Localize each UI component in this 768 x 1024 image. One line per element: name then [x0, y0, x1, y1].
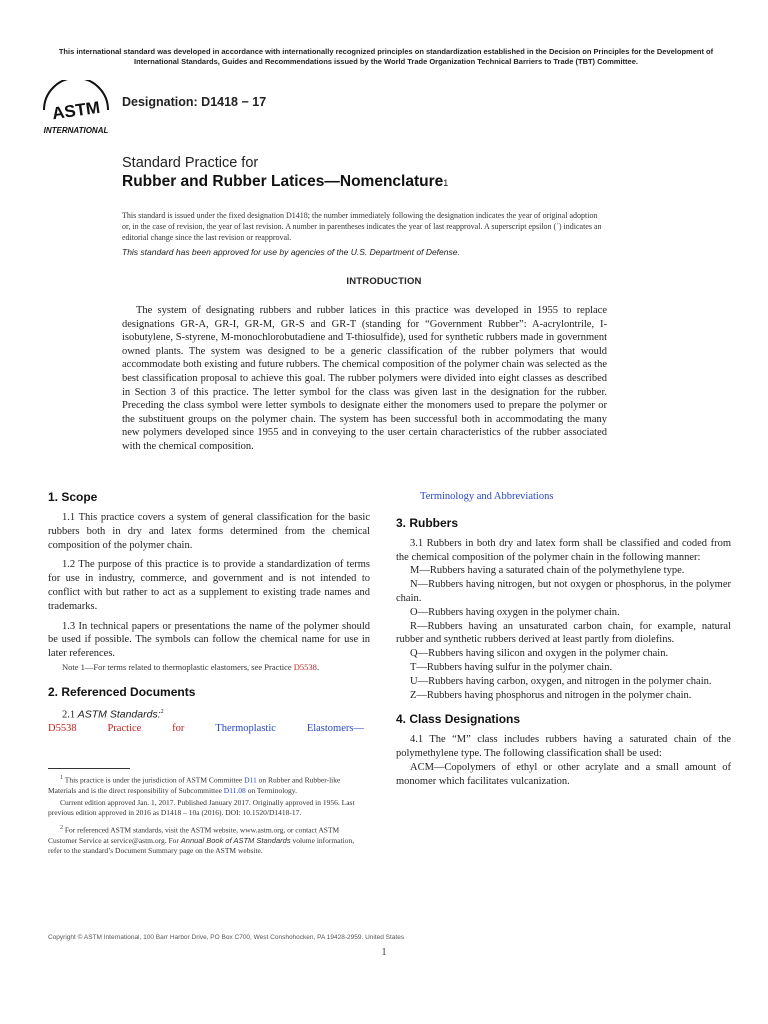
fn1-text-b: on Rubber and Rubber-like Materials and is the direct responsibility of Subcommittee — [48, 775, 341, 795]
fn2-text-b: volume information, refer to the standard’s Document Summary page on the ASTM website. — [48, 835, 355, 855]
d5538-word[interactable]: for — [172, 723, 185, 735]
fn1-text: This practice is under the jurisdiction of ASTM Committee — [64, 775, 243, 785]
class-designations-4-1: 4.1 The “M” class includes rubbers having a saturated chain of the polymethylene type. The following classification shall be used: — [396, 734, 731, 760]
d5538-word[interactable]: Thermoplastic — [215, 723, 276, 735]
note-suffix: . — [316, 661, 320, 672]
fn1-marker: 1 — [60, 775, 63, 781]
footnote-divider — [48, 768, 130, 769]
rubber-class-item: M—Rubbers having a saturated chain of the polymethylene type. — [410, 565, 685, 577]
d5538-link[interactable]: D5538 — [293, 661, 317, 672]
sub-label: ASTM Standards: — [77, 708, 161, 721]
scope-1-1: 1.1 This practice covers a system of general classification for the basic rubbers both in dry and latex forms determined from the chemical composition of the polymer chain. — [48, 512, 370, 551]
rubber-class-item: O—Rubbers having oxygen in the polymer chain. — [410, 606, 620, 618]
wto-notice: This international standard was developed in accordance with internationally recognized principles on standardization established in the Decision on Principles for the Development of International Standards, Guides and Recommendations issued by the World Trade Organization Technical Barriers to Trade (TBT) Committee. — [58, 47, 714, 66]
footnote-1 — [48, 773, 368, 797]
rubber-class-item: R—Rubbers having an unsaturated carbon chain, for example, natural rubber and synthetic rubbers derived at least partly from diolefins. — [396, 620, 731, 646]
d11-08-link[interactable]: D11.08 — [223, 786, 246, 795]
referenced-documents-heading: 2. Referenced Documents — [48, 684, 196, 699]
fn2-marker: 2 — [60, 824, 63, 831]
astm-logo-icon — [36, 80, 116, 138]
scope-note-1 — [48, 661, 370, 673]
logo-text: ASTM — [50, 97, 102, 124]
d5538-reference — [48, 722, 364, 736]
footnote-2 — [48, 823, 368, 857]
rubber-class-item: Z—Rubbers having phosphorus and nitrogen in the polymer chain. — [410, 689, 692, 701]
d5538-continuation[interactable]: Terminology and Abbreviations — [420, 491, 554, 502]
title-line1: Standard Practice for — [122, 155, 259, 171]
d11-link[interactable]: D11 — [244, 775, 257, 785]
rubber-class-item: U—Rubbers having carbon, oxygen, and nitrogen in the polymer chain. — [410, 675, 712, 687]
approval-note: This standard has been approved for use by agencies of the U.S. Department of Defense. — [122, 247, 460, 257]
astm-standards-label — [48, 706, 370, 722]
rubber-class-item: N—Rubbers having nitrogen, but not oxygen or phosphorus, in the polymer chain. — [396, 579, 731, 604]
sub-num: 2.1 — [62, 709, 76, 721]
footnote-1-edition: Current edition approved Jan. 1, 2017. Published January 2017. Originally approved in 1956. Last previous edition approved in 2016 as D1418 – 10a (2016). DOI: 10.1520/D1418-17. — [48, 797, 355, 817]
introduction-heading: INTRODUCTION — [346, 276, 422, 287]
d5538-code-link[interactable]: D5538 — [48, 723, 77, 735]
footnotes — [48, 773, 368, 858]
title-footnote-ref[interactable]: 1 — [443, 178, 449, 188]
d5538-word[interactable]: Practice — [107, 723, 142, 735]
d5538-word[interactable]: Elastomers— — [306, 723, 364, 735]
introduction-body: The system of designating rubbers and rubber latices in this practice was developed in 1955 to replace designations GR-A, GR-I, GR-M, GR-S and GR-T (standing for “Government Rubber”: A-acrylontrile, I-isobutylene, S-styrene, M-monochlorobutadiene and T-thiosulfide), used for synthetic rubbers made in government owned plants. The system was designed to be a generic classification of the rubber polymers that would accommodate both existing and future rubbers. The chemical composition of the polymer chain was selected as the best classification proposal to achieve this goal. The rubber polymers were divided into eight classes as described in Section 3 of this practice. The letter symbol for the class was given last in the designation for the rubber. Preceding the class symbol were letter symbols to designate either the monomers used to prepare the polymer or the substituent groups on the polymer chain. The system has been successful both in accommodating the many new polymers developed since 1955 and in conveying to the user certain characteristics of the rubber associated with the chemical composition. — [122, 305, 607, 452]
class-designations-acm: ACM—Copolymers of ethyl or other acrylate and a small amount of monomer which facilitates vulcanization. — [396, 761, 731, 787]
right-column — [396, 490, 731, 789]
title-text: Rubber and Rubber Latices—Nomenclature — [122, 173, 444, 190]
rubbers-3-1: 3.1 Rubbers in both dry and latex form shall be classified and coded from the chemical composition of the polymer chain in the following manner: — [396, 537, 731, 563]
annual-book-title: Annual Book of ASTM Standards — [180, 835, 291, 845]
rubber-class-item: Q—Rubbers having silicon and oxygen in the polymer chain. — [410, 648, 669, 660]
sub-footnote-ref[interactable]: 2 — [160, 708, 164, 715]
fn1-text-c: on Terminology. — [247, 786, 297, 795]
fn2-text: For referenced ASTM standards, visit the ASTM website, www.astm.org, or contact ASTM Customer Service at service@astm.org. For — [48, 825, 340, 845]
document-title — [122, 173, 448, 191]
rubber-class-item: T—Rubbers having sulfur in the polymer chain. — [410, 661, 613, 673]
scope-heading: 1. Scope — [48, 490, 98, 504]
left-column — [48, 490, 370, 736]
scope-1-2: 1.2 The purpose of this practice is to provide a standardization of terms for use in industry, commerce, and government and is not intended to conflict with but rather to act as a supplement to existing trade names and trademarks. — [48, 559, 370, 612]
page-number: 1 — [381, 947, 387, 958]
note-text: Note 1—For terms related to thermoplastic elastomers, see Practice — [62, 661, 292, 672]
class-designations-heading: 4. Class Designations — [396, 712, 521, 727]
designation: Designation: D1418 − 17 — [122, 95, 267, 109]
copyright-line: Copyright © ASTM International, 100 Barr Harbor Drive, PO Box C700, West Conshohocken, PA 19428-2959. United States — [48, 934, 405, 941]
rubbers-heading: 3. Rubbers — [396, 515, 459, 530]
logo-subtext: INTERNATIONAL — [43, 126, 109, 135]
issue-note: This standard is issued under the fixed designation D1418; the number immediately following the designation indicates the year of original adoption or, in the case of revision, the year of last revision. A number in parentheses indicates the year of last reapproval. A superscript epsilon (´) indicates an editorial change since the last revision or reapproval. — [122, 211, 602, 242]
scope-1-3: 1.3 In technical papers or presentations the name of the polymer should be used if possible. The symbols can follow the chemical name for use in later references. — [48, 620, 370, 660]
